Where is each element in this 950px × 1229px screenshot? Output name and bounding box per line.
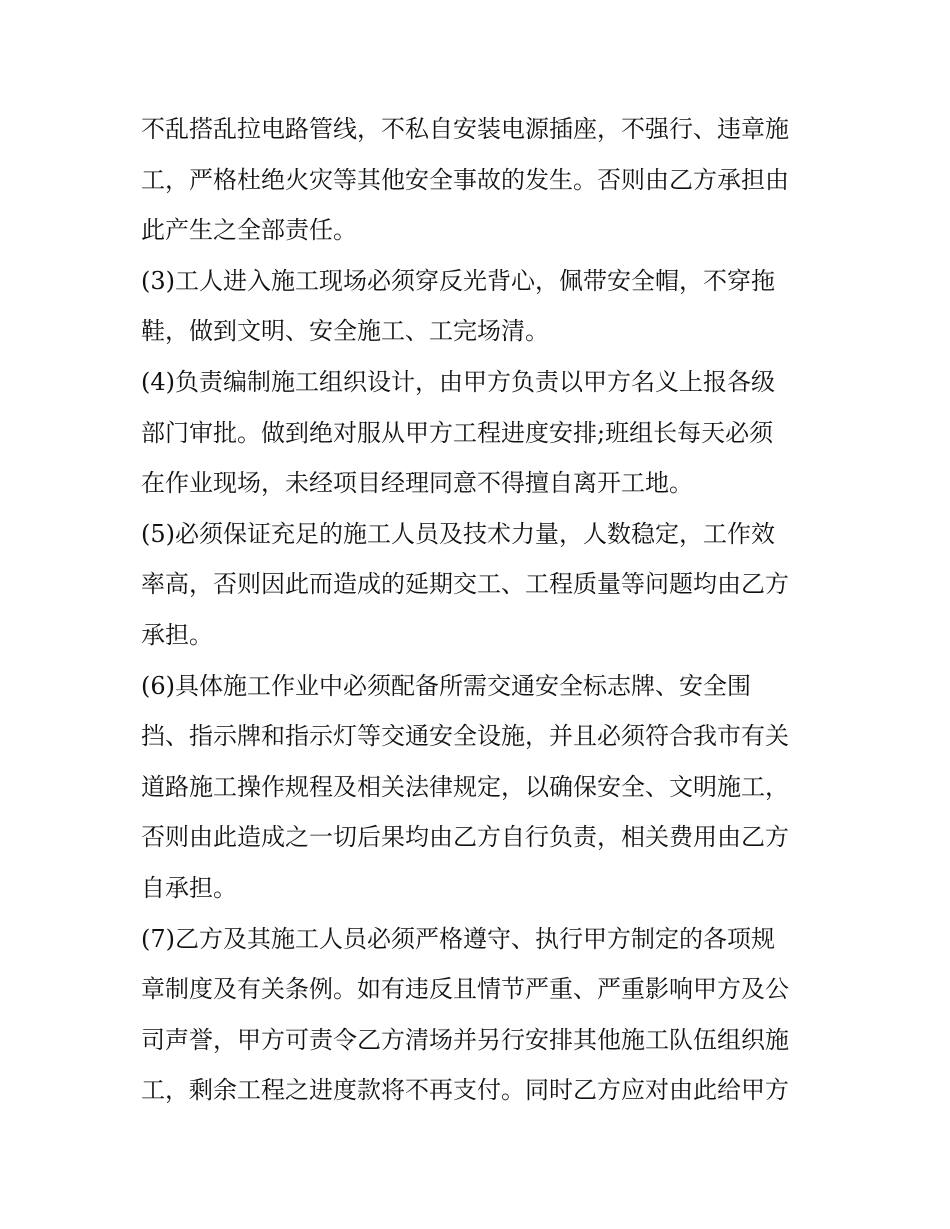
text-line: 章制度及有关条例。如有违反且情节严重、严重影响甲方及公: [141, 975, 789, 1004]
text-line: 否则由此造成之一切后果均由乙方自行负责，相关费用由乙方: [141, 823, 789, 852]
text-line: 工，严格杜绝火灾等其他安全事故的发生。否则由乙方承担由: [141, 165, 789, 194]
text-line: 司声誉，甲方可责令乙方清场并另行安排其他施工队伍组织施: [141, 1025, 789, 1054]
text-line: (3)工人进入施工现场必须穿反光背心，佩带安全帽，不穿拖: [141, 266, 775, 295]
text-line: 此产生之全部责任。: [141, 216, 357, 245]
text-line: 道路施工操作规程及相关法律规定，以确保安全、文明施工，: [141, 772, 789, 801]
text-line: (5)必须保证充足的施工人员及技术力量，人数稳定，工作效: [141, 519, 775, 548]
text-line: 在作业现场，未经项目经理同意不得擅自离开工地。: [141, 469, 693, 498]
text-line: 鞋，做到文明、安全施工、工完场清。: [141, 317, 549, 346]
text-line: (7)乙方及其施工人员必须严格遵守、执行甲方制定的各项规: [141, 924, 775, 953]
text-line: 不乱搭乱拉电路管线，不私自安装电源插座，不强行、违章施: [141, 115, 789, 143]
text-line: 部门审批。做到绝对服从甲方工程进度安排;班组长每天必须: [141, 418, 774, 447]
text-line: (6)具体施工作业中必须配备所需交通安全标志牌、安全围: [141, 671, 751, 700]
text-line: 承担。: [141, 620, 213, 649]
text-line: 率高，否则因此而造成的延期交工、工程质量等问题均由乙方: [141, 570, 789, 599]
text-line: 自承担。: [141, 873, 237, 902]
text-line: 挡、指示牌和指示灯等交通安全设施，并且必须符合我市有关: [141, 722, 789, 751]
text-line: 工，剩余工程之进度款将不再支付。同时乙方应对由此给甲方: [141, 1076, 789, 1105]
document-body: [141, 104, 821, 1116]
text-line: (4)负责编制施工组织设计，由甲方负责以甲方名义上报各级: [141, 367, 775, 396]
